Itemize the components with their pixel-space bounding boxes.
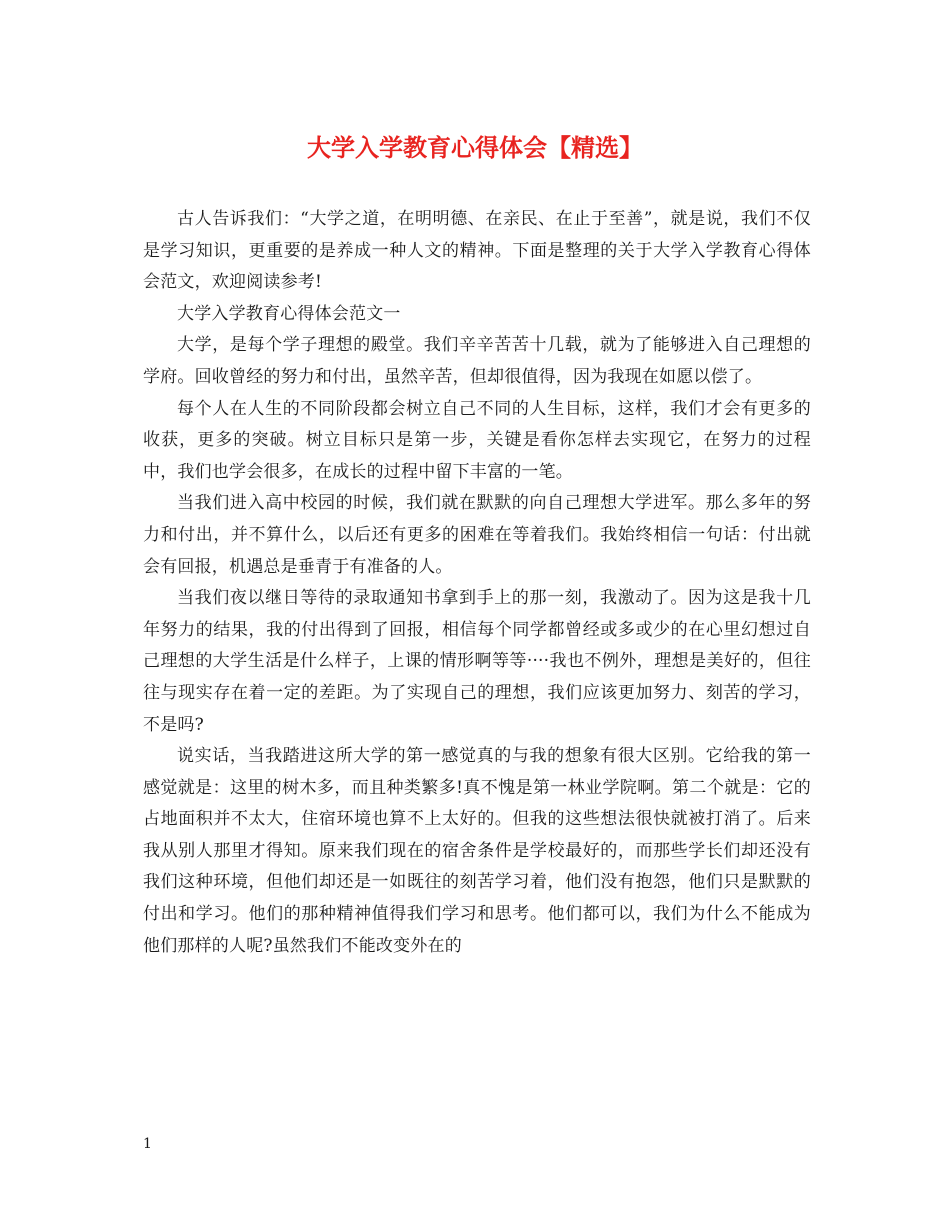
paragraph: 当我们进入高中校园的时候，我们就在默默的向自己理想大学进军。那么多年的努力和付出，并不算什么，以后还有更多的困难在等着我们。我始终相信一句话：付出就会有回报，机遇总是垂青于有准备的人。 [143,493,811,577]
page-number: 1 [143,1136,152,1152]
paragraph: 说实话，当我踏进这所大学的第一感觉真的与我的想象有很大区别。它给我的第一感觉就是：这里的树木多，而且种类繁多!真不愧是第一林业学院啊。第二个就是：它的占地面积并不太大，住宿环境也算不上太好的。但我的这些想法很快就被打消了。后来我从别人那里才得知。原来我们现在的宿舍条件是学校最好的，而那些学长们却还没有我们这种环境，但他们却还是一如既往的刻苦学习着，他们没有抱怨，他们只是默默的付出和学习。他们的那种精神值得我们学习和思考。他们都可以，我们为什么不能成为他们那样的人呢?虽然我们不能改变外在的 [143,746,811,956]
section-heading: 大学入学教育心得体会范文一 [177,303,401,324]
page-title: 大学入学教育心得体会【精选】 [307,133,643,162]
paragraph: 当我们夜以继日等待的录取通知书拿到手上的那一刻，我激动了。因为这是我十几年努力的结果，我的付出得到了回报，相信每个同学都曾经或多或少的在心里幻想过自己理想的大学生活是什么样子，上课的情形啊等等····我也不例外，理想是美好的，但往往与现实存在着一定的差距。为了实现自己的理想，我们应该更加努力、刻苦的学习，不是吗? [143,588,811,735]
paragraph: 大学，是每个学子理想的殿堂。我们辛辛苦苦十几载，就为了能够进入自己理想的学府。回收曾经的努力和付出，虽然辛苦，但却很值得，因为我现在如愿以偿了。 [143,335,811,387]
paragraph-intro: 古人告诉我们：“大学之道，在明明德、在亲民、在止于至善”，就是说，我们不仅是学习知识，更重要的是养成一种人文的精神。下面是整理的关于大学入学教育心得体会范文，欢迎阅读参考! [143,209,811,293]
document-body [143,204,811,962]
paragraph: 每个人在人生的不同阶段都会树立自己不同的人生目标，这样，我们才会有更多的收获，更多的突破。树立目标只是第一步，关键是看你怎样去实现它，在努力的过程中，我们也学会很多，在成长的过程中留下丰富的一笔。 [143,398,811,482]
